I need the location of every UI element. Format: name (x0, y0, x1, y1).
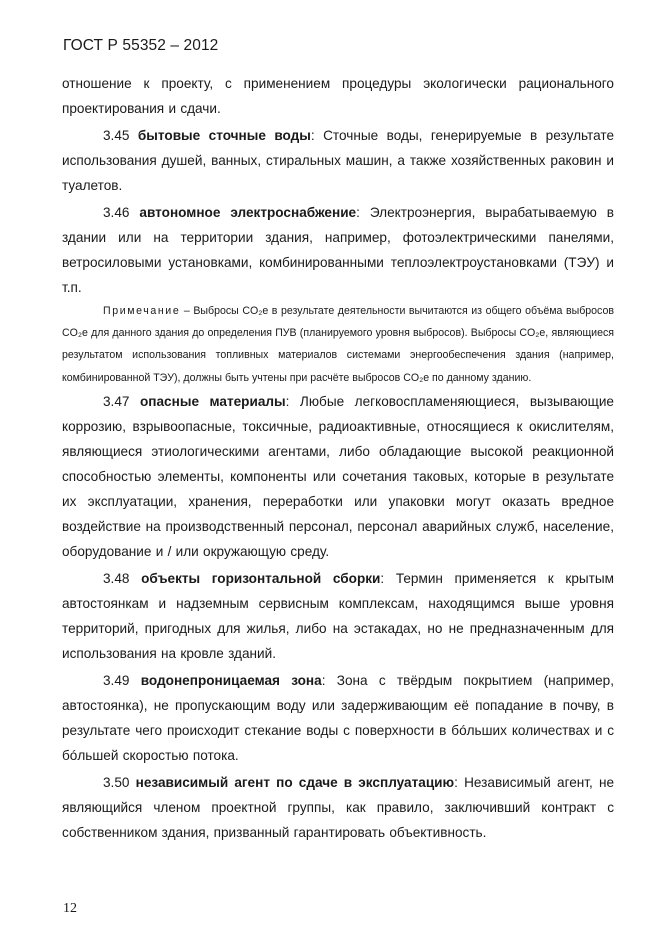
note-paragraph (62, 300, 614, 389)
item-text: : Сточные воды, генерируемые в результате использования душей, ванных, стиральных машин, а также хозяйственных раковин и туалетов. (62, 128, 614, 193)
item-number: 3.48 (103, 570, 130, 586)
definition-3-48 (62, 566, 614, 666)
note-text: – Выбросы CO₂e в результате деятельности вычитаются из общего объёма выбросов CO₂e для данного здания до определения ПУВ (планируемого уровня выбросов). Выбросы CO₂e, являющиеся результатом использования топливных материалов системами энергообеспечения здания (например, комбинированной ТЭУ), должны быть учтены при расчёте выбросов CO₂e по данному зданию. (62, 305, 614, 384)
item-term: независимый агент по сдаче в эксплуатацию (135, 774, 455, 790)
item-text: : Зона с твёрдым покрытием (например, автостоянка), не пропускающим воду или задерживающим её попадание в почву, в результате чего происходит стекание воды с поверхности в бóльших количествах и с бóльшей скоростью потока. (62, 672, 614, 763)
definition-3-47 (62, 389, 614, 564)
item-number: 3.49 (103, 672, 130, 688)
item-text: : Электроэнергия, вырабатываемую в здании или на территории здания, например, фотоэлектрическими панелями, ветросиловыми установками, комбинированными теплоэлектроустановками (ТЭУ) и т.п. (62, 205, 614, 295)
item-term: бытовые сточные воды (137, 128, 311, 143)
item-text: : Термин применяется к крытым автостоянкам и надземным сервисным комплексам, находящимся выше уровня территорий, пригодных для жилья, либо на эстакадах, но не предназначенным для использования на кровле зданий. (62, 570, 615, 661)
page-content (62, 71, 614, 845)
definition-3-49 (62, 668, 614, 768)
page-number: 12 (63, 901, 77, 916)
item-number: 3.46 (103, 205, 130, 220)
note-label: Примечание (103, 305, 181, 317)
item-number: 3.50 (103, 774, 130, 790)
item-text: : Независимый агент, не являющийся членом проектной группы, как правило, заключивший контракт с собственником здания, призванный гарантировать объективность. (62, 774, 615, 840)
page-header: ГОСТ Р 55352 – 2012 (63, 37, 219, 54)
item-term: объекты горизонтальной сборки (141, 570, 381, 586)
item-term: опасные материалы (139, 393, 286, 409)
item-text: : Любые легковоспламеняющиеся, вызывающие коррозию, взрывоопасные, токсичные, радиоактивные, относящиеся к окислителям, являющиеся этиологическими агентами, либо обладающие высокой реакционной способностью элементы, компоненты или сочетания таковых, которые в результате их эксплуатации, хранения, переработки или упаковки могут оказать вредное воздействие на производственный персонал, персонал аварийных служб, население, оборудование и / или окружающую среду. (62, 393, 614, 559)
item-term: водонепроницаемая зона (140, 672, 322, 688)
item-number: 3.45 (103, 128, 130, 143)
definition-3-46 (62, 200, 614, 300)
definition-3-45 (62, 123, 614, 198)
item-term: автономное электроснабжение (139, 205, 357, 220)
item-number: 3.47 (103, 393, 130, 409)
definition-3-50 (62, 770, 614, 845)
intro-paragraph: отношение к проекту, с применением процедуры экологически рационального проектирования и сдачи. (62, 76, 614, 116)
